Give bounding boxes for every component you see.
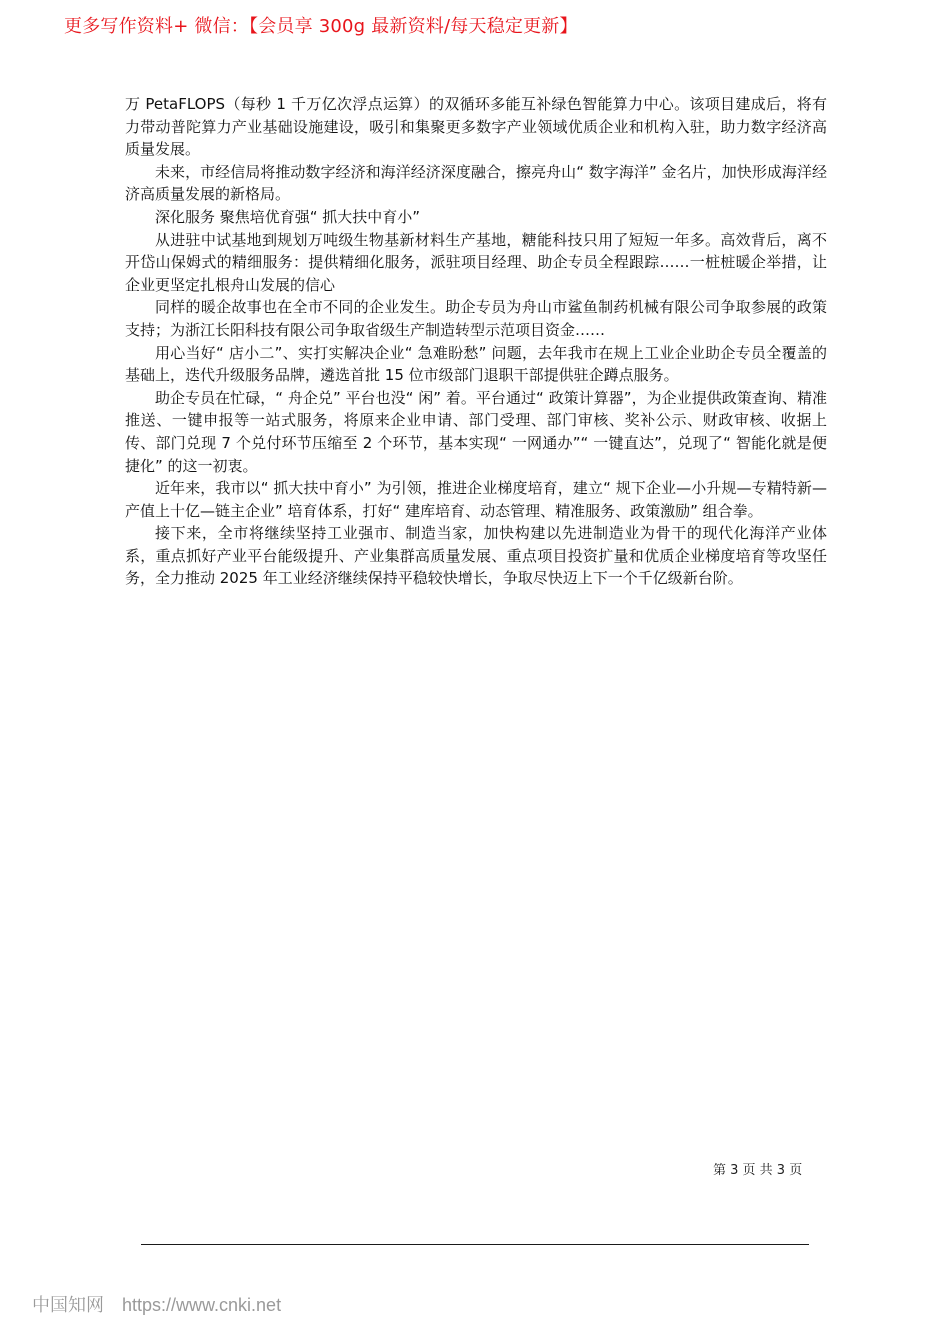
watermark-url: https://www.cnki.net <box>122 1295 282 1315</box>
section-heading: 深化服务 聚焦培优育强“ 抓大扶中育小” <box>155 207 421 226</box>
paragraph-8: 接下来，全市将继续坚持工业强市、制造当家，加快构建以先进制造业为骨干的现代化海洋产业体系，重点抓好产业平台能级提升、产业集群高质量发展、重点项目投资扩量和优质企业梯度培育等攻坚任务，全力推动 2025 年工业经济继续保持平稳较快增长，争取尽快迈上下一个千亿级新台阶。 <box>125 524 827 588</box>
paragraph-5: 用心当好“ 店小二”、实打实解决企业“ 急难盼愁” 问题，去年我市在规上工业企业助企专员全覆盖的基础上，迭代升级服务品牌，遴选首批 15 位市级部门退职干部提供驻企蹲点服务。 <box>125 343 827 385</box>
document-body <box>125 93 827 590</box>
promo-banner: 更多写作资料+ 微信：【会员享 300g 最新资料/每天稳定更新】 <box>64 16 578 37</box>
footer-divider <box>141 1244 809 1245</box>
watermark-site-name: 中国知网 <box>32 1295 104 1315</box>
paragraph-4: 同样的暖企故事也在全市不同的企业发生。助企专员为舟山市鲨鱼制药机械有限公司争取参展的政策支持；为浙江长阳科技有限公司争取省级生产制造转型示范项目资金…… <box>125 298 827 339</box>
page-number: 第 3 页 共 3 页 <box>713 1163 803 1178</box>
watermark <box>32 1293 281 1317</box>
paragraph-2: 未来，市经信局将推动数字经济和海洋经济深度融合，擦亮舟山“ 数字海洋” 金名片，加快形成海洋经济高质量发展的新格局。 <box>125 162 827 204</box>
paragraph-7: 近年来，我市以“ 抓大扶中育小” 为引领，推进企业梯度培育，建立“ 规下企业—小升规—专精特新—产值上十亿—链主企业” 培育体系，打好“ 建库培育、动态管理、精准服务、政策激励” 组合拳。 <box>125 479 827 520</box>
paragraph-1: 万 PetaFLOPS（每秒 1 千万亿次浮点运算）的双循环多能互补绿色智能算力中心。该项目建成后，将有力带动普陀算力产业基础设施建设，吸引和集聚更多数字产业领域优质企业和机构入驻，助力数字经济高质量发展。 <box>125 95 827 159</box>
paragraph-6: 助企专员在忙碌，“ 舟企兑” 平台也没“ 闲” 着。平台通过“ 政策计算器”，为企业提供政策查询、精准推送、一键申报等一站式服务，将原来企业申请、部门受理、部门审核、奖补公示、财政审核、收据上传、部门兑现 7 个兑付环节压缩至 2 个环节，基本实现“ 一网通办”“ 一键直达”，兑现了“ 智能化就是便捷化” 的这一初衷。 <box>125 388 827 475</box>
paragraph-3: 从进驻中试基地到规划万吨级生物基新材料生产基地，糖能科技只用了短短一年多。高效背后，离不开岱山保姆式的精细服务：提供精细化服务，派驻项目经理、助企专员全程跟踪……一桩桩暖企举措，让企业更坚定扎根舟山发展的信心 <box>125 230 827 294</box>
